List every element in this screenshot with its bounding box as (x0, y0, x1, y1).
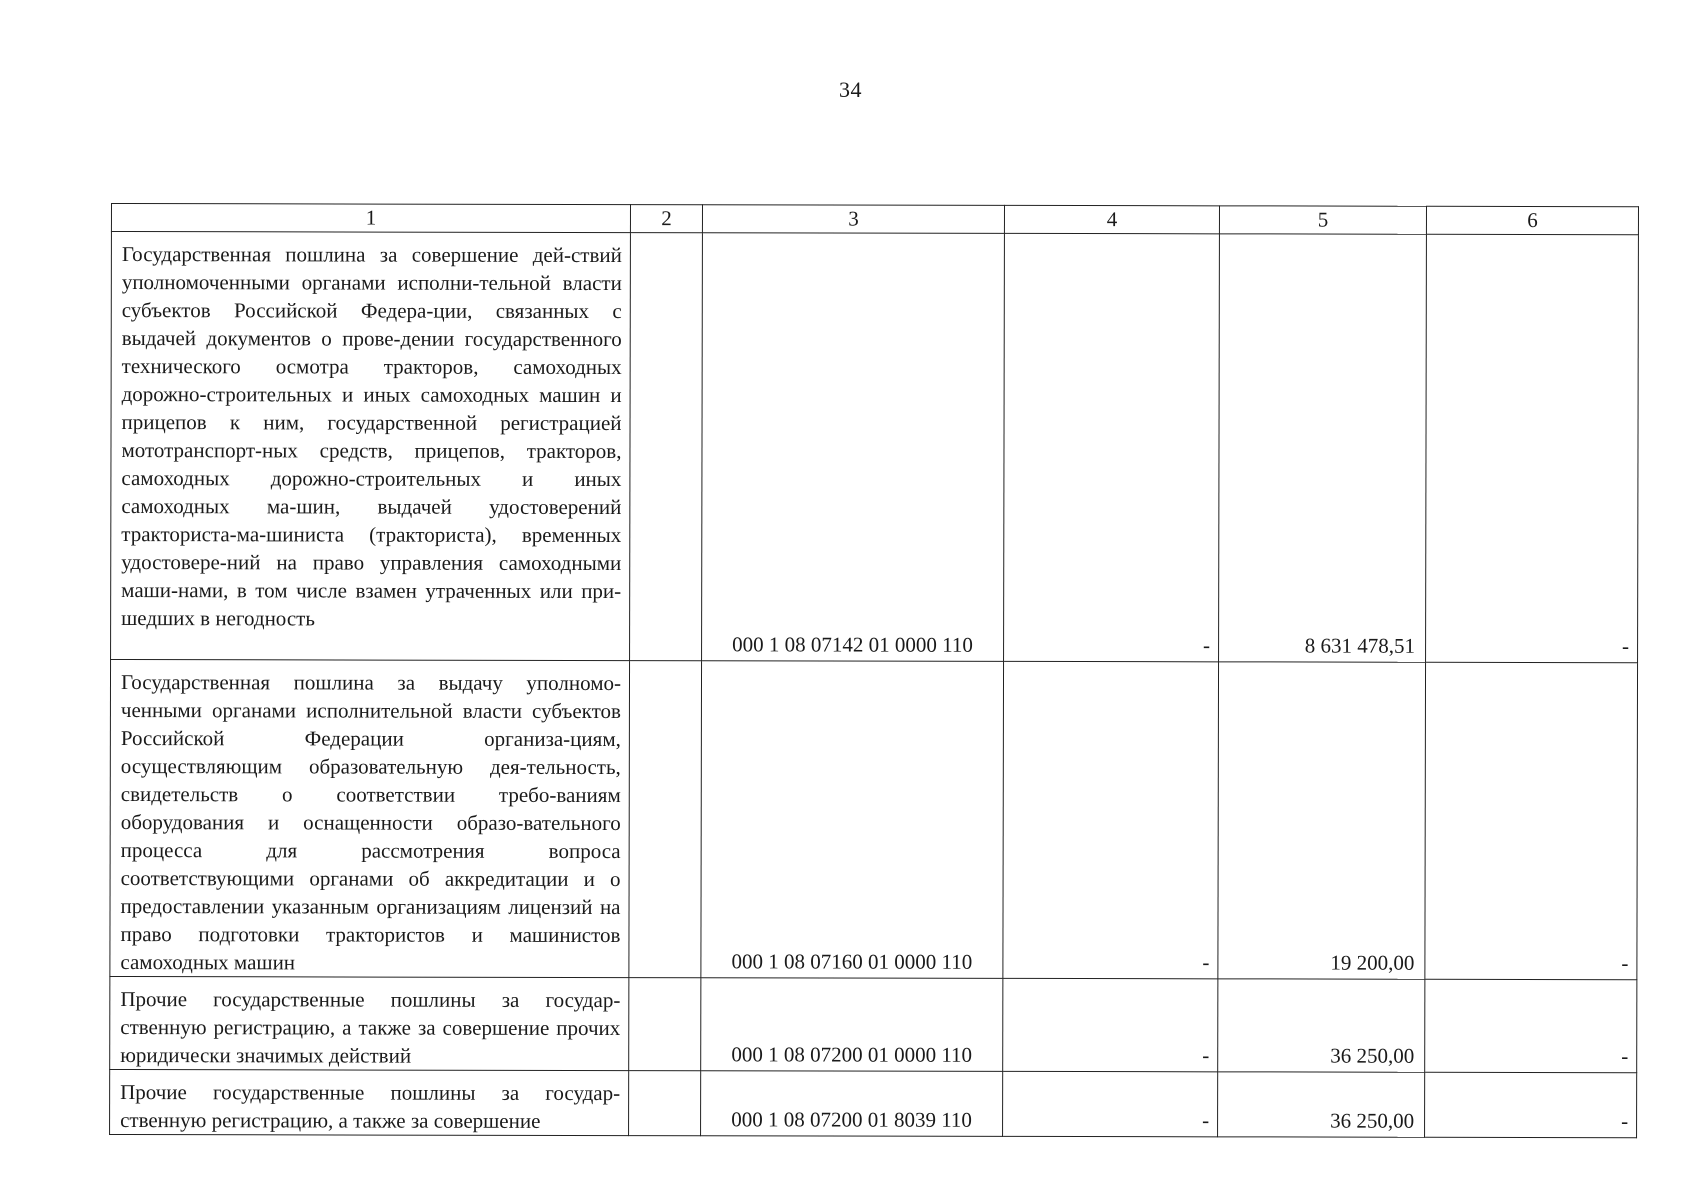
row-description: Прочие государственные пошлины за государ-ственную регистрацию, а также за совершение (110, 1069, 629, 1135)
column-header-2: 2 (630, 205, 702, 233)
row-budget-code: 000 1 08 07142 01 0000 110 (702, 233, 1005, 662)
column-header-6: 6 (1426, 206, 1638, 234)
row-amount: 19 200,00 (1218, 662, 1426, 979)
row-col4: - (1003, 978, 1218, 1071)
column-header-4: 4 (1004, 205, 1219, 233)
row-col4: - (1003, 661, 1219, 978)
row-budget-code: 000 1 08 07200 01 8039 110 (701, 1071, 1003, 1137)
row-budget-code: 000 1 08 07200 01 0000 110 (701, 978, 1003, 1072)
row-col2 (629, 1071, 701, 1136)
row-col2 (629, 978, 701, 1071)
budget-table (109, 203, 1639, 1138)
table-header-row (111, 204, 1638, 235)
row-amount: 8 631 478,51 (1219, 234, 1427, 662)
row-col4: - (1004, 233, 1220, 661)
table-row (111, 232, 1639, 663)
page-number: 34 (839, 77, 862, 102)
row-col6: - (1425, 979, 1637, 1072)
row-description: Прочие государственные пошлины за государ-ственную регистрацию, а также за совершение прочих юридически значимых действий (110, 976, 629, 1070)
row-col6: - (1426, 234, 1639, 662)
column-header-1: 1 (111, 204, 630, 233)
row-description: Государственная пошлина за совершение дей-ствий уполномоченными органами исполни-тельной власти субъектов Российской Федера-ции, связанных с выдачей документов о прове-дении государственного технического осмотра тракторов, самоходных дорожно-строительных и иных самоходных машин и прицепов к ним, государственной регистрацией мототранспорт-ных средств, прицепов, тракторов, самоходных дорожно-строительных и иных самоходных ма-шин, выдачей удостоверений тракториста-ма-шиниста (тракториста), временных удостовере-ний на право управления самоходными маши-нами, в том числе взамен утраченных или при-шедших в негодность (111, 232, 631, 661)
row-col4: - (1003, 1071, 1218, 1136)
table-row (110, 976, 1637, 1072)
row-col6: - (1425, 1072, 1637, 1137)
row-description: Государственная пошлина за выдачу уполномо-ченными органами исполнительной власти субъектов Российской Федерации организа-циям, осуществляющим образовательную дея-тельность, свидетельств о соответствии требо-ваниям оборудования и оснащенности образо-вательного процесса для рассмотрения вопроса соответствующими органами об аккредитации и о предоставлении указанным организациям лицензий на право подготовки трактористов и машинистов самоходных машин (110, 660, 630, 978)
table-row (110, 1069, 1637, 1137)
row-col2 (630, 233, 703, 661)
row-amount: 36 250,00 (1218, 979, 1425, 1072)
row-amount: 36 250,00 (1218, 1072, 1425, 1137)
column-header-5: 5 (1219, 206, 1426, 234)
row-budget-code: 000 1 08 07160 01 0000 110 (701, 661, 1004, 979)
column-header-3: 3 (702, 205, 1004, 234)
row-col2 (629, 661, 702, 978)
row-col6: - (1425, 662, 1638, 979)
table-row (110, 660, 1638, 980)
